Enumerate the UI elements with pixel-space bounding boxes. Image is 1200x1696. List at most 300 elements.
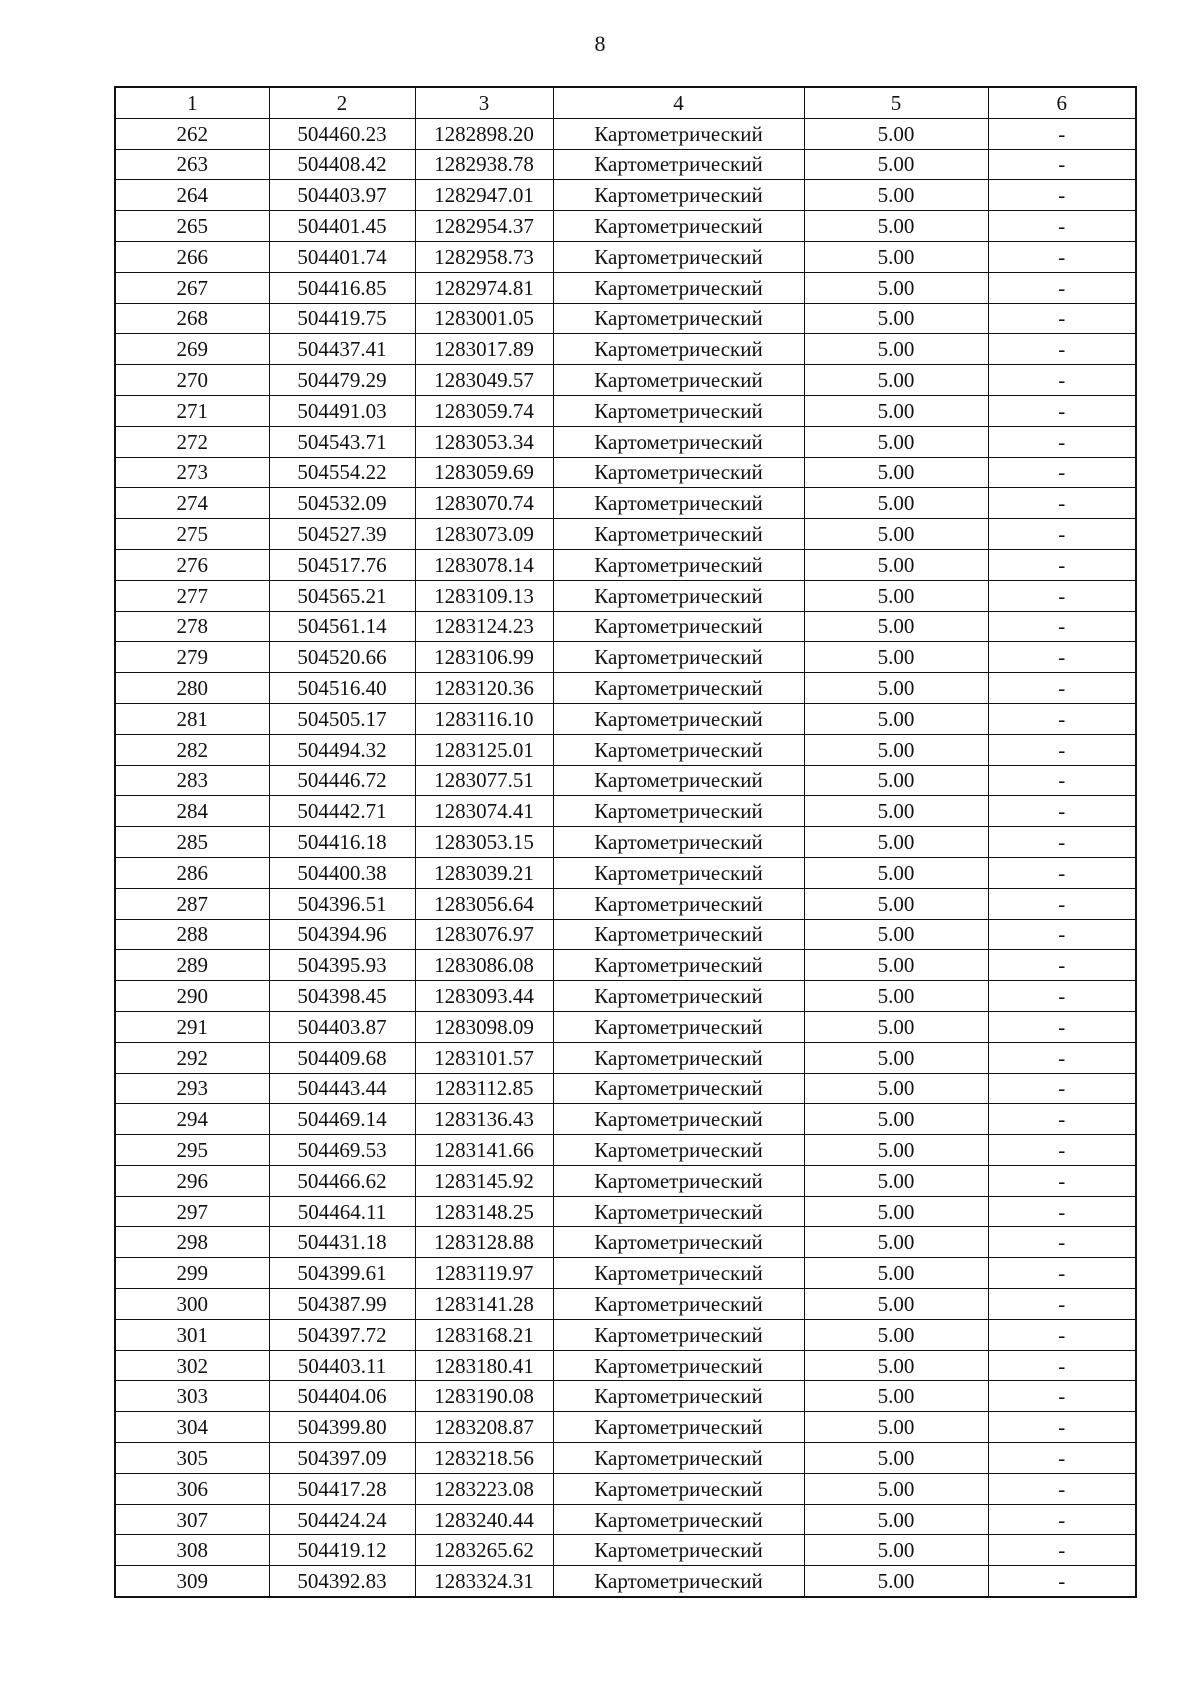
method-cell: Картометрический: [553, 303, 804, 334]
y-coordinate-cell: 1283128.88: [415, 1227, 553, 1258]
note-cell: -: [988, 118, 1136, 149]
y-coordinate-cell: 1283076.97: [415, 919, 553, 950]
y-coordinate-cell: 1283119.97: [415, 1258, 553, 1289]
note-cell: -: [988, 673, 1136, 704]
note-cell: -: [988, 149, 1136, 180]
table-row: [115, 580, 1136, 611]
point-number-cell: 271: [115, 395, 269, 426]
table-row: [115, 1073, 1136, 1104]
point-number-cell: 270: [115, 365, 269, 396]
table-row: [115, 149, 1136, 180]
table-row: [115, 241, 1136, 272]
note-cell: -: [988, 611, 1136, 642]
point-number-cell: 298: [115, 1227, 269, 1258]
table-row: [115, 673, 1136, 704]
y-coordinate-cell: 1283017.89: [415, 334, 553, 365]
point-number-cell: 269: [115, 334, 269, 365]
note-cell: -: [988, 1135, 1136, 1166]
y-coordinate-cell: 1283073.09: [415, 519, 553, 550]
point-number-cell: 275: [115, 519, 269, 550]
table-body: [115, 118, 1136, 1597]
point-number-cell: 264: [115, 180, 269, 211]
accuracy-cell: 5.00: [804, 642, 988, 673]
accuracy-cell: 5.00: [804, 919, 988, 950]
coordinates-table: [114, 86, 1137, 1598]
x-coordinate-cell: 504554.22: [269, 457, 415, 488]
column-header: 4: [553, 87, 804, 118]
table-row: [115, 1165, 1136, 1196]
note-cell: -: [988, 1165, 1136, 1196]
x-coordinate-cell: 504401.74: [269, 241, 415, 272]
accuracy-cell: 5.00: [804, 1412, 988, 1443]
point-number-cell: 307: [115, 1504, 269, 1535]
accuracy-cell: 5.00: [804, 1535, 988, 1566]
table-row: [115, 1196, 1136, 1227]
accuracy-cell: 5.00: [804, 519, 988, 550]
point-number-cell: 277: [115, 580, 269, 611]
y-coordinate-cell: 1283106.99: [415, 642, 553, 673]
note-cell: -: [988, 1443, 1136, 1474]
method-cell: Картометрический: [553, 1258, 804, 1289]
y-coordinate-cell: 1283324.31: [415, 1566, 553, 1597]
x-coordinate-cell: 504460.23: [269, 118, 415, 149]
method-cell: Картометрический: [553, 827, 804, 858]
accuracy-cell: 5.00: [804, 1504, 988, 1535]
accuracy-cell: 5.00: [804, 549, 988, 580]
accuracy-cell: 5.00: [804, 580, 988, 611]
point-number-cell: 295: [115, 1135, 269, 1166]
method-cell: Картометрический: [553, 642, 804, 673]
method-cell: Картометрический: [553, 1104, 804, 1135]
point-number-cell: 288: [115, 919, 269, 950]
y-coordinate-cell: 1283101.57: [415, 1042, 553, 1073]
x-coordinate-cell: 504469.14: [269, 1104, 415, 1135]
note-cell: -: [988, 796, 1136, 827]
accuracy-cell: 5.00: [804, 488, 988, 519]
y-coordinate-cell: 1283059.69: [415, 457, 553, 488]
method-cell: Картометрический: [553, 180, 804, 211]
y-coordinate-cell: 1283053.34: [415, 426, 553, 457]
table-row: [115, 118, 1136, 149]
header-row: [115, 87, 1136, 118]
y-coordinate-cell: 1283098.09: [415, 1011, 553, 1042]
x-coordinate-cell: 504409.68: [269, 1042, 415, 1073]
x-coordinate-cell: 504395.93: [269, 950, 415, 981]
method-cell: Картометрический: [553, 796, 804, 827]
y-coordinate-cell: 1283223.08: [415, 1473, 553, 1504]
point-number-cell: 283: [115, 765, 269, 796]
accuracy-cell: 5.00: [804, 1227, 988, 1258]
note-cell: -: [988, 642, 1136, 673]
point-number-cell: 294: [115, 1104, 269, 1135]
point-number-cell: 286: [115, 857, 269, 888]
note-cell: -: [988, 395, 1136, 426]
x-coordinate-cell: 504464.11: [269, 1196, 415, 1227]
y-coordinate-cell: 1283049.57: [415, 365, 553, 396]
method-cell: Картометрический: [553, 1412, 804, 1443]
method-cell: Картометрический: [553, 1289, 804, 1320]
accuracy-cell: 5.00: [804, 334, 988, 365]
x-coordinate-cell: 504396.51: [269, 888, 415, 919]
accuracy-cell: 5.00: [804, 426, 988, 457]
note-cell: -: [988, 1258, 1136, 1289]
x-coordinate-cell: 504417.28: [269, 1473, 415, 1504]
x-coordinate-cell: 504479.29: [269, 365, 415, 396]
point-number-cell: 300: [115, 1289, 269, 1320]
table-row: [115, 1350, 1136, 1381]
point-number-cell: 287: [115, 888, 269, 919]
x-coordinate-cell: 504394.96: [269, 919, 415, 950]
method-cell: Картометрический: [553, 488, 804, 519]
point-number-cell: 274: [115, 488, 269, 519]
note-cell: -: [988, 549, 1136, 580]
x-coordinate-cell: 504469.53: [269, 1135, 415, 1166]
method-cell: Картометрический: [553, 1227, 804, 1258]
point-number-cell: 278: [115, 611, 269, 642]
table-row: [115, 1258, 1136, 1289]
y-coordinate-cell: 1283136.43: [415, 1104, 553, 1135]
method-cell: Картометрический: [553, 1196, 804, 1227]
x-coordinate-cell: 504520.66: [269, 642, 415, 673]
note-cell: -: [988, 1104, 1136, 1135]
point-number-cell: 299: [115, 1258, 269, 1289]
accuracy-cell: 5.00: [804, 211, 988, 242]
table-row: [115, 1011, 1136, 1042]
method-cell: Картометрический: [553, 919, 804, 950]
point-number-cell: 268: [115, 303, 269, 334]
method-cell: Картометрический: [553, 611, 804, 642]
accuracy-cell: 5.00: [804, 1135, 988, 1166]
table-row: [115, 519, 1136, 550]
x-coordinate-cell: 504517.76: [269, 549, 415, 580]
table-row: [115, 734, 1136, 765]
x-coordinate-cell: 504416.85: [269, 272, 415, 303]
table-row: [115, 611, 1136, 642]
y-coordinate-cell: 1283265.62: [415, 1535, 553, 1566]
method-cell: Картометрический: [553, 1165, 804, 1196]
note-cell: -: [988, 488, 1136, 519]
method-cell: Картометрический: [553, 765, 804, 796]
note-cell: -: [988, 241, 1136, 272]
accuracy-cell: 5.00: [804, 611, 988, 642]
table-row: [115, 765, 1136, 796]
table-row: [115, 1227, 1136, 1258]
point-number-cell: 293: [115, 1073, 269, 1104]
x-coordinate-cell: 504431.18: [269, 1227, 415, 1258]
point-number-cell: 265: [115, 211, 269, 242]
x-coordinate-cell: 504392.83: [269, 1566, 415, 1597]
method-cell: Картометрический: [553, 981, 804, 1012]
table-row: [115, 703, 1136, 734]
method-cell: Картометрический: [553, 1504, 804, 1535]
method-cell: Картометрический: [553, 950, 804, 981]
x-coordinate-cell: 504397.72: [269, 1319, 415, 1350]
x-coordinate-cell: 504397.09: [269, 1443, 415, 1474]
point-number-cell: 281: [115, 703, 269, 734]
y-coordinate-cell: 1283086.08: [415, 950, 553, 981]
table-row: [115, 211, 1136, 242]
x-coordinate-cell: 504466.62: [269, 1165, 415, 1196]
note-cell: -: [988, 365, 1136, 396]
method-cell: Картометрический: [553, 365, 804, 396]
accuracy-cell: 5.00: [804, 272, 988, 303]
table-row: [115, 1381, 1136, 1412]
y-coordinate-cell: 1282958.73: [415, 241, 553, 272]
y-coordinate-cell: 1282954.37: [415, 211, 553, 242]
point-number-cell: 263: [115, 149, 269, 180]
accuracy-cell: 5.00: [804, 703, 988, 734]
point-number-cell: 266: [115, 241, 269, 272]
x-coordinate-cell: 504416.18: [269, 827, 415, 858]
point-number-cell: 272: [115, 426, 269, 457]
method-cell: Картометрический: [553, 1319, 804, 1350]
note-cell: -: [988, 1566, 1136, 1597]
method-cell: Картометрический: [553, 1011, 804, 1042]
method-cell: Картометрический: [553, 426, 804, 457]
method-cell: Картометрический: [553, 857, 804, 888]
note-cell: -: [988, 1473, 1136, 1504]
accuracy-cell: 5.00: [804, 395, 988, 426]
method-cell: Картометрический: [553, 1443, 804, 1474]
y-coordinate-cell: 1283141.28: [415, 1289, 553, 1320]
x-coordinate-cell: 504543.71: [269, 426, 415, 457]
note-cell: -: [988, 827, 1136, 858]
note-cell: -: [988, 1227, 1136, 1258]
table-row: [115, 857, 1136, 888]
note-cell: -: [988, 457, 1136, 488]
y-coordinate-cell: 1283039.21: [415, 857, 553, 888]
point-number-cell: 273: [115, 457, 269, 488]
table-row: [115, 1443, 1136, 1474]
accuracy-cell: 5.00: [804, 888, 988, 919]
table-row: [115, 919, 1136, 950]
point-number-cell: 280: [115, 673, 269, 704]
table-row: [115, 796, 1136, 827]
accuracy-cell: 5.00: [804, 827, 988, 858]
table-row: [115, 549, 1136, 580]
method-cell: Картометрический: [553, 1350, 804, 1381]
note-cell: -: [988, 272, 1136, 303]
point-number-cell: 305: [115, 1443, 269, 1474]
y-coordinate-cell: 1283145.92: [415, 1165, 553, 1196]
method-cell: Картометрический: [553, 580, 804, 611]
accuracy-cell: 5.00: [804, 1350, 988, 1381]
accuracy-cell: 5.00: [804, 118, 988, 149]
accuracy-cell: 5.00: [804, 1473, 988, 1504]
point-number-cell: 279: [115, 642, 269, 673]
note-cell: -: [988, 1350, 1136, 1381]
table-header: [115, 87, 1136, 118]
point-number-cell: 289: [115, 950, 269, 981]
note-cell: -: [988, 857, 1136, 888]
method-cell: Картометрический: [553, 888, 804, 919]
y-coordinate-cell: 1283125.01: [415, 734, 553, 765]
note-cell: -: [988, 1196, 1136, 1227]
point-number-cell: 262: [115, 118, 269, 149]
y-coordinate-cell: 1283001.05: [415, 303, 553, 334]
accuracy-cell: 5.00: [804, 1443, 988, 1474]
y-coordinate-cell: 1283120.36: [415, 673, 553, 704]
note-cell: -: [988, 519, 1136, 550]
table-row: [115, 334, 1136, 365]
accuracy-cell: 5.00: [804, 1073, 988, 1104]
method-cell: Картометрический: [553, 734, 804, 765]
table-row: [115, 1412, 1136, 1443]
y-coordinate-cell: 1283116.10: [415, 703, 553, 734]
method-cell: Картометрический: [553, 241, 804, 272]
table-row: [115, 1535, 1136, 1566]
note-cell: -: [988, 1535, 1136, 1566]
method-cell: Картометрический: [553, 549, 804, 580]
y-coordinate-cell: 1283141.66: [415, 1135, 553, 1166]
x-coordinate-cell: 504443.44: [269, 1073, 415, 1104]
accuracy-cell: 5.00: [804, 1042, 988, 1073]
note-cell: -: [988, 1042, 1136, 1073]
column-header: 6: [988, 87, 1136, 118]
method-cell: Картометрический: [553, 1135, 804, 1166]
method-cell: Картометрический: [553, 272, 804, 303]
point-number-cell: 290: [115, 981, 269, 1012]
accuracy-cell: 5.00: [804, 1381, 988, 1412]
table-row: [115, 827, 1136, 858]
accuracy-cell: 5.00: [804, 765, 988, 796]
method-cell: Картометрический: [553, 118, 804, 149]
y-coordinate-cell: 1282947.01: [415, 180, 553, 211]
y-coordinate-cell: 1283093.44: [415, 981, 553, 1012]
x-coordinate-cell: 504398.45: [269, 981, 415, 1012]
y-coordinate-cell: 1283218.56: [415, 1443, 553, 1474]
y-coordinate-cell: 1283053.15: [415, 827, 553, 858]
point-number-cell: 309: [115, 1566, 269, 1597]
table-row: [115, 365, 1136, 396]
table-row: [115, 888, 1136, 919]
method-cell: Картометрический: [553, 334, 804, 365]
note-cell: -: [988, 950, 1136, 981]
accuracy-cell: 5.00: [804, 734, 988, 765]
x-coordinate-cell: 504505.17: [269, 703, 415, 734]
x-coordinate-cell: 504446.72: [269, 765, 415, 796]
point-number-cell: 284: [115, 796, 269, 827]
x-coordinate-cell: 504403.11: [269, 1350, 415, 1381]
note-cell: -: [988, 888, 1136, 919]
note-cell: -: [988, 1289, 1136, 1320]
y-coordinate-cell: 1283109.13: [415, 580, 553, 611]
table-row: [115, 981, 1136, 1012]
column-header: 5: [804, 87, 988, 118]
y-coordinate-cell: 1283190.08: [415, 1381, 553, 1412]
note-cell: -: [988, 303, 1136, 334]
note-cell: -: [988, 981, 1136, 1012]
point-number-cell: 301: [115, 1319, 269, 1350]
y-coordinate-cell: 1282974.81: [415, 272, 553, 303]
point-number-cell: 304: [115, 1412, 269, 1443]
x-coordinate-cell: 504516.40: [269, 673, 415, 704]
accuracy-cell: 5.00: [804, 1011, 988, 1042]
x-coordinate-cell: 504442.71: [269, 796, 415, 827]
note-cell: -: [988, 734, 1136, 765]
x-coordinate-cell: 504399.80: [269, 1412, 415, 1443]
y-coordinate-cell: 1283059.74: [415, 395, 553, 426]
table-row: [115, 272, 1136, 303]
accuracy-cell: 5.00: [804, 1165, 988, 1196]
y-coordinate-cell: 1283074.41: [415, 796, 553, 827]
x-coordinate-cell: 504437.41: [269, 334, 415, 365]
accuracy-cell: 5.00: [804, 950, 988, 981]
y-coordinate-cell: 1283070.74: [415, 488, 553, 519]
point-number-cell: 282: [115, 734, 269, 765]
note-cell: -: [988, 765, 1136, 796]
accuracy-cell: 5.00: [804, 1104, 988, 1135]
y-coordinate-cell: 1283180.41: [415, 1350, 553, 1381]
method-cell: Картометрический: [553, 673, 804, 704]
note-cell: -: [988, 180, 1136, 211]
note-cell: -: [988, 1011, 1136, 1042]
table-row: [115, 180, 1136, 211]
method-cell: Картометрический: [553, 703, 804, 734]
y-coordinate-cell: 1283078.14: [415, 549, 553, 580]
accuracy-cell: 5.00: [804, 303, 988, 334]
point-number-cell: 306: [115, 1473, 269, 1504]
method-cell: Картометрический: [553, 1381, 804, 1412]
table-row: [115, 642, 1136, 673]
y-coordinate-cell: 1283148.25: [415, 1196, 553, 1227]
table-row: [115, 1504, 1136, 1535]
x-coordinate-cell: 504404.06: [269, 1381, 415, 1412]
point-number-cell: 308: [115, 1535, 269, 1566]
note-cell: -: [988, 1073, 1136, 1104]
point-number-cell: 296: [115, 1165, 269, 1196]
y-coordinate-cell: 1282898.20: [415, 118, 553, 149]
y-coordinate-cell: 1283056.64: [415, 888, 553, 919]
table-row: [115, 457, 1136, 488]
table-row: [115, 1135, 1136, 1166]
y-coordinate-cell: 1283168.21: [415, 1319, 553, 1350]
x-coordinate-cell: 504561.14: [269, 611, 415, 642]
method-cell: Картометрический: [553, 1073, 804, 1104]
y-coordinate-cell: 1283208.87: [415, 1412, 553, 1443]
method-cell: Картометрический: [553, 1473, 804, 1504]
x-coordinate-cell: 504527.39: [269, 519, 415, 550]
x-coordinate-cell: 504532.09: [269, 488, 415, 519]
table-row: [115, 303, 1136, 334]
x-coordinate-cell: 504419.75: [269, 303, 415, 334]
note-cell: -: [988, 426, 1136, 457]
x-coordinate-cell: 504387.99: [269, 1289, 415, 1320]
point-number-cell: 276: [115, 549, 269, 580]
method-cell: Картометрический: [553, 1535, 804, 1566]
x-coordinate-cell: 504424.24: [269, 1504, 415, 1535]
table-row: [115, 426, 1136, 457]
accuracy-cell: 5.00: [804, 149, 988, 180]
column-header: 2: [269, 87, 415, 118]
table-row: [115, 1104, 1136, 1135]
y-coordinate-cell: 1283077.51: [415, 765, 553, 796]
method-cell: Картометрический: [553, 1042, 804, 1073]
accuracy-cell: 5.00: [804, 1196, 988, 1227]
accuracy-cell: 5.00: [804, 857, 988, 888]
table-row: [115, 1042, 1136, 1073]
method-cell: Картометрический: [553, 1566, 804, 1597]
table-row: [115, 1473, 1136, 1504]
x-coordinate-cell: 504419.12: [269, 1535, 415, 1566]
y-coordinate-cell: 1283240.44: [415, 1504, 553, 1535]
x-coordinate-cell: 504491.03: [269, 395, 415, 426]
point-number-cell: 267: [115, 272, 269, 303]
accuracy-cell: 5.00: [804, 457, 988, 488]
accuracy-cell: 5.00: [804, 796, 988, 827]
accuracy-cell: 5.00: [804, 180, 988, 211]
table-row: [115, 1566, 1136, 1597]
